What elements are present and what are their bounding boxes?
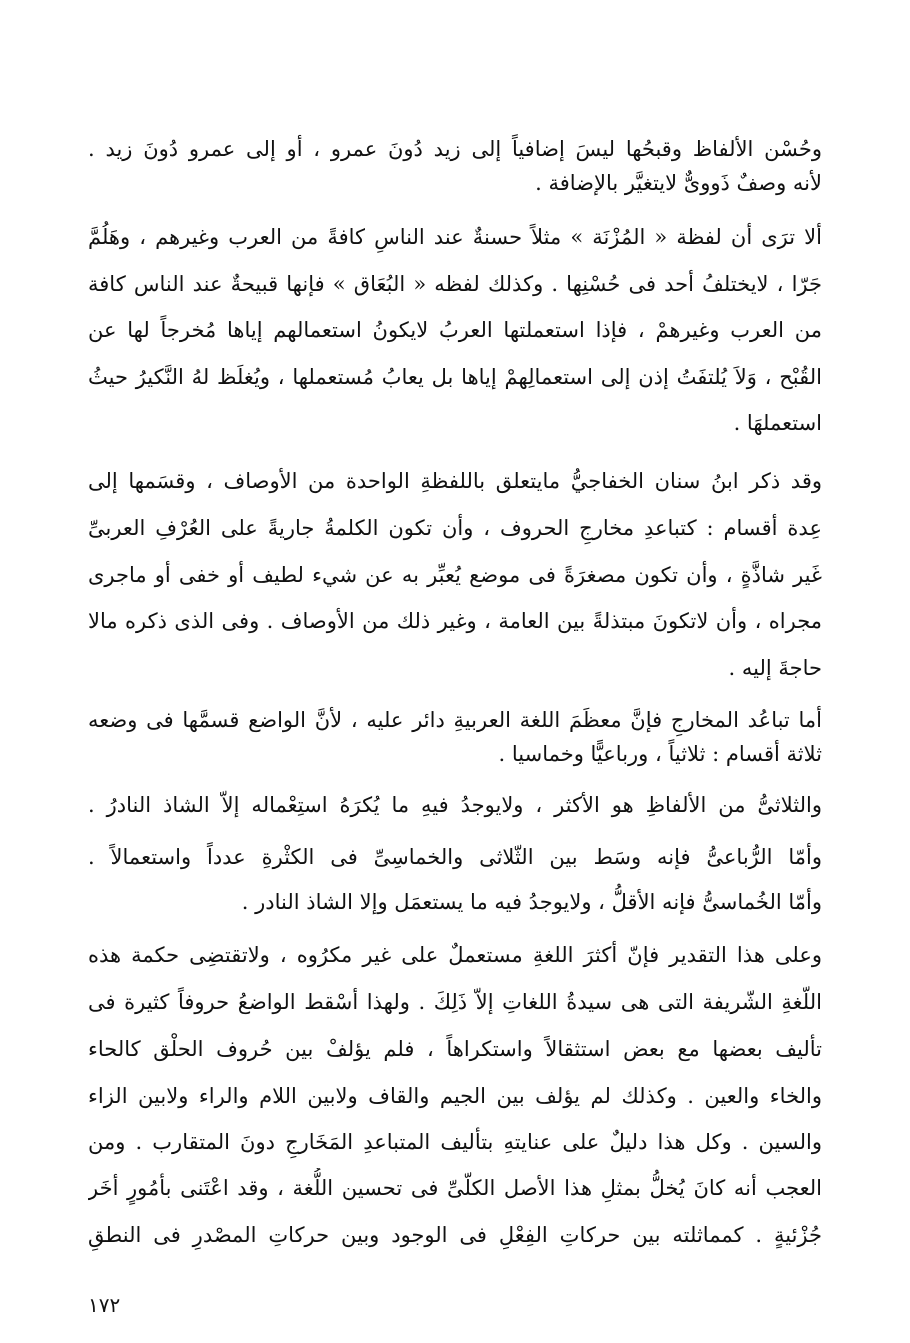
- text-line: عِدة أقسام : كتباعدِ مخارجِ الحروف ، وأن تكون الكلمةُ جاريةً على العُرْفِ العربىِّ: [88, 516, 822, 540]
- page-number: ١٧٢: [88, 1293, 121, 1317]
- text-line: والخاء والعين . وكذلك لم يؤلف بين الجيم والقاف ولابين اللام والراء ولابين الزاء: [88, 1084, 822, 1108]
- text-line: وأمّا الخُماسىُّ فإنه الأقلُّ ، ولايوجدُ فيه ما يستعمَل وإلا الشاذ النادر .: [241, 890, 822, 914]
- text-line: غَير شاذَّةٍ ، وأن تكون مصغرَةً فى موضع يُعبِّر به عن شيء لطيف أو خفى أو ماجرى: [88, 563, 822, 587]
- text-line: وحُسْن الألفاظ وقبحُها ليسَ إضافياً إلى زيد دُونَ عمرو ، أو إلى عمرو دُونَ زيد .: [88, 137, 822, 161]
- text-line: ألا ترَى أن لفظة « المُزْنَة » مثلاً حسنةٌ عند الناسِ كافةً من العرب وغيرهم ، وهَلُمَّ: [88, 225, 822, 249]
- text-line: جَرّا ، لايختلفُ أحد فى حُسْنِها . وكذلك لفظه « البُعَاق » فإنها قبيحةٌ عند الناس كافة: [88, 272, 822, 296]
- text-line: حاجةَ إليه .: [728, 656, 822, 680]
- text-line: مجراه ، وأن لاتكونَ مبتذلةً بين العامة ، وغير ذلك من الأوصاف . وفى الذى ذكره مالا: [88, 609, 822, 633]
- text-line: والسين . وكل هذا دليلٌ على عنايتهِ بتأليف المتباعدِ المَخَارجِ دونَ المتقارب . ومن: [88, 1130, 822, 1154]
- text-line: وعلى هذا التقدير فإنّ أكثرَ اللغةِ مستعملٌ على غير مكرُوه ، ولاتقتضِى حكمة هذه: [88, 943, 822, 967]
- text-line: وقد ذكر ابنُ سنان الخفاجيُّ مايتعلق باللفظةِ الواحدة من الأوصاف ، وقسَمها إلى: [88, 469, 822, 493]
- text-line: وأمّا الرُّباعىُّ فإنه وسَط بين الثّلاثى والخماسِىِّ فى الكثْرةِ عدداً واستعمالاً .: [88, 845, 822, 869]
- text-line: والثلاثىُّ من الألفاظِ هو الأكثر ، ولايوجدُ فيهِ ما يُكرَهُ استِعْماله إلاّ الشاذ النادرُ .: [88, 793, 822, 817]
- text-line: جُزْئيةٍ . كمماثلته بين حركاتِ الفِعْلِ فى الوجود وبين حركاتِ المصْدرِ فى النطقِ: [88, 1223, 822, 1247]
- text-line: القُبْح ، وَلاَ يُلتفَتُ إذن إلى استعمالِهمْ إياها بل يعابُ مُستعملها ، ويُغلَظ لهُ النَّكيرُ حيثُ: [88, 365, 822, 389]
- text-line: لأنه وصفٌ ذَووىٌّ لايتغيَّر بالإضافة .: [535, 171, 822, 195]
- text-line: تأليف بعضها مع بعض استثقالاً واستكراهاً ، فلم يؤلفْ بين حُروف الحلْق كالحاء: [88, 1037, 822, 1061]
- text-line: العجب أنه كانَ يُخلُّ بمثلِ هذا الأصل الكلّىِّ فى تحسين اللُّغة ، وقد اعْتَنى بأمُورٍ أخَر: [88, 1176, 822, 1200]
- text-line: أما تباعُد المخارجِ فإنَّ معظَمَ اللغة العربيةِ دائر عليه ، لأنَّ الواضع قسمَّها فى وضعه: [88, 708, 822, 732]
- text-line: من العرب وغيرهمْ ، فإذا استعملتها العربُ لايكونُ استعمالهم إياها مُخرجاً لها عن: [88, 318, 822, 342]
- text-line: استعملهَا .: [733, 411, 822, 435]
- text-line: اللّغةِ الشّريفة التى هى سيدةُ اللغاتِ إلاّ ذَلِكَ . ولهذا أسْقط الواضعُ حروفاً كثيرة فى: [88, 990, 822, 1014]
- text-line: ثلاثة أقسام : ثلاثياً ، ورباعيًّا وخماسيا .: [498, 742, 822, 766]
